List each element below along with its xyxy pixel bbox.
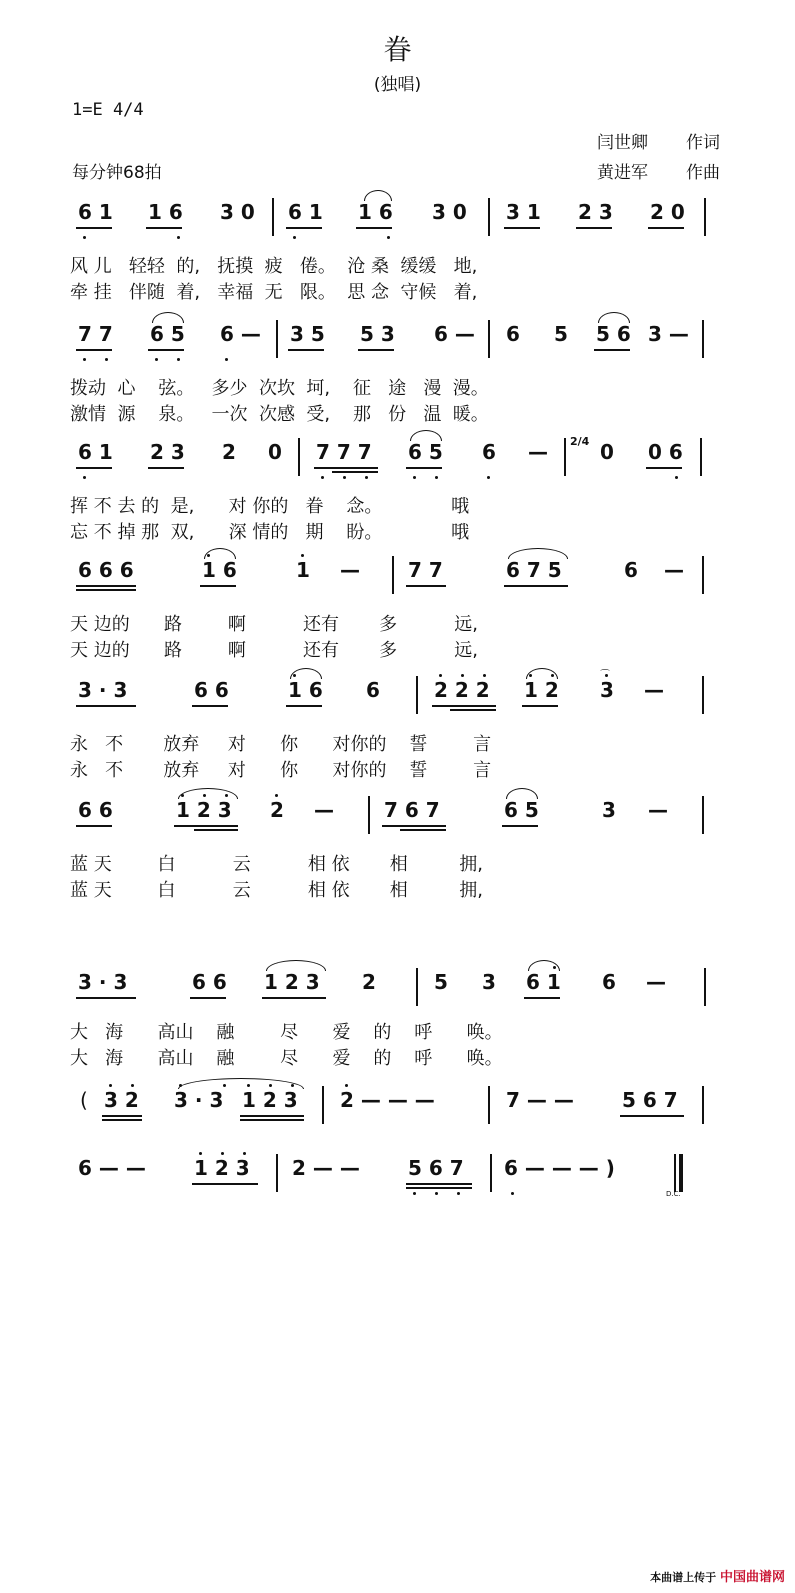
note-group: 3 · 3	[78, 970, 128, 994]
note-group: 6 —	[220, 322, 261, 346]
lyric-verse-1: 大 海 高山 融 尽 爱 的 呼 唤。	[70, 1022, 503, 1043]
high-octave-dot	[291, 1084, 294, 1087]
note-group: 2 — —	[292, 1156, 360, 1180]
note-group: 7 7	[78, 322, 113, 346]
beam	[332, 471, 378, 473]
note-group: 5 6 7	[408, 1156, 464, 1180]
beam	[76, 705, 136, 707]
bar-line	[564, 438, 566, 476]
low-octave-dot	[487, 476, 490, 479]
lyric-verse-2: 牵 挂 伴随 着, 幸福 无 限。 思 念 守候 着,	[70, 282, 478, 303]
note-group: —	[340, 558, 360, 582]
note-group: —	[664, 558, 684, 582]
beam	[76, 825, 112, 827]
note-group: 6 6	[192, 970, 227, 994]
notation-line	[70, 678, 730, 714]
note-group: 3	[602, 798, 616, 822]
beam	[240, 1119, 304, 1121]
high-octave-dot	[199, 1152, 202, 1155]
composer-name: 黄进军	[597, 163, 648, 183]
bar-line	[704, 968, 706, 1006]
note-group: 1 2	[524, 678, 559, 702]
beam	[148, 467, 184, 469]
footer-credit	[650, 1566, 785, 1585]
low-octave-dot	[457, 1192, 460, 1195]
note-group: 1 6	[288, 678, 323, 702]
note-group: 2 0	[650, 200, 685, 224]
notation-line	[70, 1088, 730, 1124]
beam	[262, 997, 326, 999]
note-group: 1 2 3	[194, 1156, 250, 1180]
note-group: 3 · 3	[174, 1088, 224, 1112]
low-octave-dot	[413, 476, 416, 479]
bar-line	[416, 676, 418, 714]
high-octave-dot	[551, 674, 554, 677]
beam	[76, 349, 112, 351]
beam	[148, 349, 184, 351]
beam	[76, 589, 136, 591]
low-octave-dot	[343, 476, 346, 479]
slur	[178, 1078, 304, 1089]
beam	[102, 1115, 142, 1117]
beam	[358, 349, 394, 351]
low-octave-dot	[387, 236, 390, 239]
slur	[152, 312, 184, 323]
beam	[174, 825, 238, 827]
high-octave-dot	[109, 1084, 112, 1087]
note-group: 6 1	[526, 970, 561, 994]
composer-role: 作曲	[686, 163, 720, 183]
note-group: 6 1	[78, 200, 113, 224]
bar-line	[702, 796, 704, 834]
bar-line	[700, 438, 702, 476]
footer-text: 本曲谱上传于	[650, 1571, 717, 1584]
note-group: 6 6 6	[78, 558, 134, 582]
note-group: 7 — —	[506, 1088, 574, 1112]
lyricist-name: 闫世卿	[597, 133, 648, 153]
note-group: 7 7	[408, 558, 443, 582]
note-group: 1 2 3	[242, 1088, 298, 1112]
beam	[524, 997, 560, 999]
beam	[648, 227, 684, 229]
lyric-verse-1: 拨动 心 弦。 多少 次坎 坷, 征 途 漫 漫。	[70, 378, 489, 399]
lyric-verse-1: 蓝 天 白 云 相 依 相 拥,	[70, 854, 483, 875]
lyric-verse-2: 永 不 放弃 对 你 对你的 誓 言	[70, 760, 492, 781]
low-octave-dot	[83, 236, 86, 239]
beam	[504, 585, 568, 587]
note-group: 5 6 7	[622, 1088, 678, 1112]
bar-line	[702, 1086, 704, 1124]
beam	[522, 705, 558, 707]
note-group: 3 —	[648, 322, 689, 346]
note-group: 2 3	[578, 200, 613, 224]
beam	[76, 467, 112, 469]
note-group: —	[314, 798, 334, 822]
slur	[266, 960, 326, 971]
high-octave-dot	[301, 554, 304, 557]
high-octave-dot	[439, 674, 442, 677]
note-group: 1 6	[358, 200, 393, 224]
high-octave-dot	[345, 1084, 348, 1087]
key-signature: 1=E 4/4	[72, 100, 144, 120]
bar-line	[702, 320, 704, 358]
final-bar-thick	[679, 1154, 683, 1192]
note-group: 6 6	[194, 678, 229, 702]
bar-line	[702, 556, 704, 594]
note-group: 5 6	[596, 322, 631, 346]
da-capo-mark: D.C.	[666, 1190, 681, 1198]
note-group: 6 5	[504, 798, 539, 822]
beam	[102, 1119, 142, 1121]
note-group: 0 6	[648, 440, 683, 464]
bar-line	[488, 198, 490, 236]
beam	[406, 467, 442, 469]
bar-line	[702, 676, 704, 714]
slur	[410, 430, 442, 441]
note-group: 6	[506, 322, 520, 346]
high-octave-dot	[179, 1084, 182, 1087]
note-group: 2 3	[150, 440, 185, 464]
note-group: —	[644, 678, 664, 702]
low-octave-dot	[177, 358, 180, 361]
low-octave-dot	[83, 476, 86, 479]
note-group: 5 3	[360, 322, 395, 346]
lyric-verse-1: 风 儿 轻轻 的, 抚摸 疲 倦。 沧 桑 缓缓 地,	[70, 256, 478, 277]
fermata-icon: ⌒	[600, 670, 610, 681]
high-octave-dot	[529, 674, 532, 677]
note-group: 6 — — — )	[504, 1156, 615, 1180]
low-octave-dot	[177, 236, 180, 239]
slur	[598, 312, 630, 323]
beam	[240, 1115, 304, 1117]
note-group: 3 0	[432, 200, 467, 224]
note-group: 6 6	[78, 798, 113, 822]
time-signature-change: 2/4	[570, 435, 590, 448]
beam	[646, 467, 682, 469]
beam	[76, 997, 136, 999]
high-octave-dot	[293, 674, 296, 677]
note-group: —	[528, 440, 548, 464]
bar-line	[392, 556, 394, 594]
low-octave-dot	[435, 476, 438, 479]
tempo: 每分钟68拍	[72, 163, 162, 183]
high-octave-dot	[225, 794, 228, 797]
note-group: 3 5	[290, 322, 325, 346]
note-group: 1	[296, 558, 310, 582]
note-group: 2 2 2	[434, 678, 490, 702]
footer-brand-logo[interactable]: 中国曲谱网	[719, 1570, 785, 1585]
note-group: 1 6	[202, 558, 237, 582]
beam	[504, 227, 540, 229]
bar-line	[490, 1154, 492, 1192]
bar-line	[298, 438, 300, 476]
bar-line	[276, 1154, 278, 1192]
note-group: 6 1	[78, 440, 113, 464]
low-octave-dot	[105, 358, 108, 361]
high-octave-dot	[131, 1084, 134, 1087]
note-group: 3 · 3	[78, 678, 128, 702]
note-group: 6 5	[150, 322, 185, 346]
beam	[432, 705, 496, 707]
beam	[502, 825, 538, 827]
note-group: 1 2 3	[264, 970, 320, 994]
note-group: 2	[270, 798, 284, 822]
note-group: 3 0	[220, 200, 255, 224]
beam	[76, 585, 136, 587]
beam	[406, 1183, 472, 1185]
beam	[356, 227, 392, 229]
notation-line	[70, 558, 730, 594]
notation-line	[70, 440, 730, 476]
high-octave-dot	[247, 1084, 250, 1087]
lyric-verse-2: 天 边的 路 啊 还有 多 远,	[70, 640, 479, 661]
beam	[314, 467, 378, 469]
note-group: 6 7 5	[506, 558, 562, 582]
beam	[406, 585, 446, 587]
note-group: 3	[482, 970, 496, 994]
low-octave-dot	[225, 358, 228, 361]
beam	[190, 997, 226, 999]
bar-line	[488, 1086, 490, 1124]
lyric-verse-2: 激情 源 泉。 一次 次感 受, 那 份 温 暖。	[70, 404, 489, 425]
song-title: 眷	[383, 33, 412, 66]
note-group: 0	[600, 440, 614, 464]
note-group: 3	[600, 678, 614, 702]
bar-line	[416, 968, 418, 1006]
low-octave-dot	[413, 1192, 416, 1195]
beam	[288, 349, 324, 351]
note-group: 6 —	[434, 322, 475, 346]
high-octave-dot	[553, 966, 556, 969]
note-group: (	[80, 1088, 88, 1112]
slur	[506, 788, 538, 799]
lyric-verse-1: 挥 不 去 的 是, 对 你的 眷 念。 哦	[70, 496, 470, 517]
low-octave-dot	[83, 358, 86, 361]
high-octave-dot	[203, 794, 206, 797]
low-octave-dot	[321, 476, 324, 479]
low-octave-dot	[511, 1192, 514, 1195]
low-octave-dot	[435, 1192, 438, 1195]
low-octave-dot	[675, 476, 678, 479]
high-octave-dot	[483, 674, 486, 677]
bar-line	[704, 198, 706, 236]
beam	[192, 705, 228, 707]
note-group: 3 2	[104, 1088, 139, 1112]
note-group: 5	[434, 970, 448, 994]
beam	[450, 709, 496, 711]
note-group: 7 7 7	[316, 440, 372, 464]
beam	[194, 829, 238, 831]
high-octave-dot	[461, 674, 464, 677]
high-octave-dot	[269, 1084, 272, 1087]
lyric-verse-1: 天 边的 路 啊 还有 多 远,	[70, 614, 479, 635]
note-group: 0	[268, 440, 282, 464]
bar-line	[322, 1086, 324, 1124]
beam	[286, 227, 322, 229]
lyric-verse-2: 大 海 高山 融 尽 爱 的 呼 唤。	[70, 1048, 503, 1069]
notation-line	[70, 970, 730, 1006]
lyric-verse-2: 忘 不 掉 那 双, 深 情的 期 盼。 哦	[70, 522, 470, 543]
final-bar-thin	[674, 1154, 676, 1192]
notation-line	[70, 200, 730, 236]
note-group: —	[648, 798, 668, 822]
bar-line	[272, 198, 274, 236]
lyric-verse-1: 永 不 放弃 对 你 对你的 誓 言	[70, 734, 492, 755]
note-group: 6 5	[408, 440, 443, 464]
note-group: 6	[602, 970, 616, 994]
song-subtitle: (独唱)	[373, 75, 422, 95]
slur	[178, 788, 238, 799]
high-octave-dot	[243, 1152, 246, 1155]
high-octave-dot	[221, 1152, 224, 1155]
note-group: 6	[366, 678, 380, 702]
beam	[192, 1183, 258, 1185]
slur	[508, 548, 568, 559]
bar-line	[368, 796, 370, 834]
note-group: 2 — — —	[340, 1088, 435, 1112]
low-octave-dot	[365, 476, 368, 479]
beam	[76, 227, 112, 229]
note-group: 5	[554, 322, 568, 346]
note-group: 6 1	[288, 200, 323, 224]
beam	[576, 227, 612, 229]
bar-line	[488, 320, 490, 358]
beam	[286, 705, 322, 707]
beam	[406, 1187, 472, 1189]
note-group: —	[646, 970, 666, 994]
note-group: 3 1	[506, 200, 541, 224]
note-group: 6	[624, 558, 638, 582]
lyric-verse-2: 蓝 天 白 云 相 依 相 拥,	[70, 880, 483, 901]
note-group: 6 — —	[78, 1156, 146, 1180]
high-octave-dot	[275, 794, 278, 797]
lyricist-role: 作词	[686, 133, 720, 153]
beam	[146, 227, 182, 229]
notation-line	[70, 1156, 730, 1192]
slur	[364, 190, 392, 201]
low-octave-dot	[155, 358, 158, 361]
high-octave-dot	[181, 794, 184, 797]
beam	[594, 349, 630, 351]
low-octave-dot	[293, 236, 296, 239]
note-group: 1 6	[148, 200, 183, 224]
note-group: 1 2 3	[176, 798, 232, 822]
note-group: 7 6 7	[384, 798, 440, 822]
high-octave-dot	[207, 554, 210, 557]
high-octave-dot	[223, 1084, 226, 1087]
bar-line	[276, 320, 278, 358]
beam	[382, 825, 446, 827]
note-group: 6	[482, 440, 496, 464]
note-group: 2	[222, 440, 236, 464]
beam	[200, 585, 236, 587]
beam	[620, 1115, 684, 1117]
notation-line	[70, 322, 730, 358]
beam	[400, 829, 446, 831]
note-group: 2	[362, 970, 376, 994]
